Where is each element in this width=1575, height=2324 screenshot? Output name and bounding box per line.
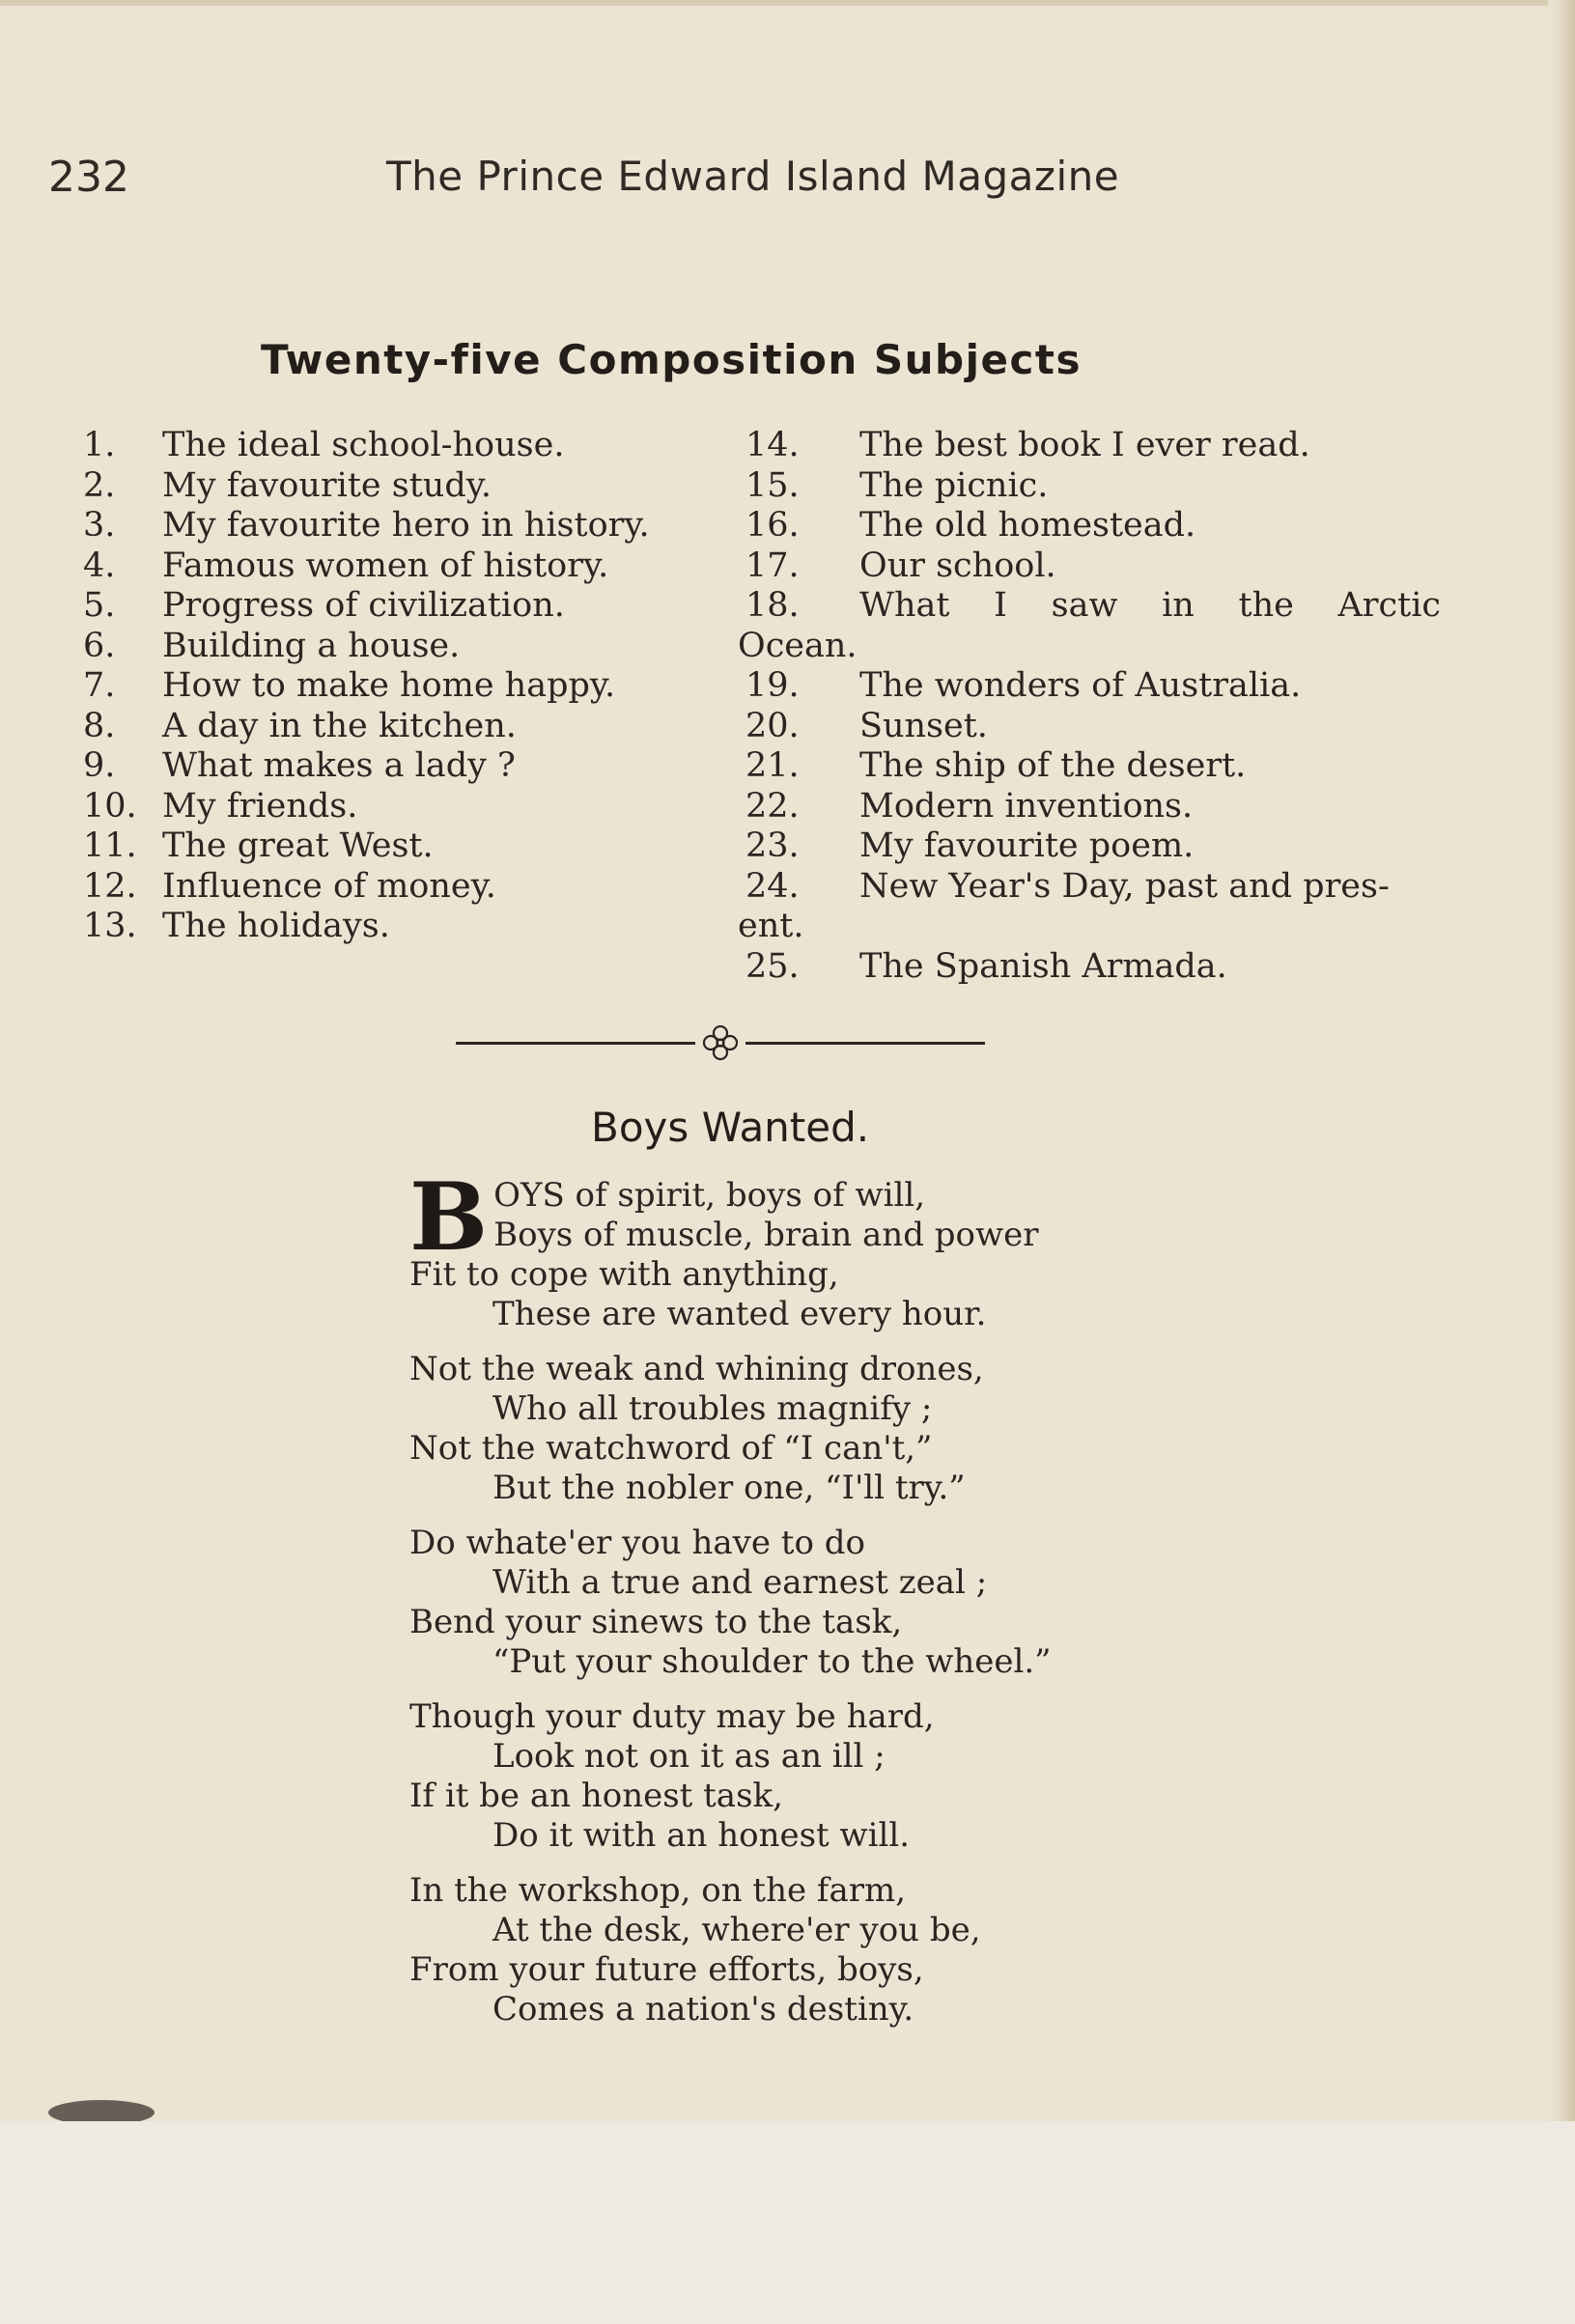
- item-number: 12.: [83, 866, 137, 906]
- poem-line: Who all troubles magnify ;: [492, 1389, 933, 1428]
- item-text: The ideal school-house.: [162, 426, 565, 464]
- item-text: What makes a lady ?: [162, 746, 516, 785]
- item-number: 6.: [83, 626, 116, 665]
- item-number: 23.: [745, 826, 800, 865]
- list-item: [745, 466, 1441, 507]
- item-text: A day in the kitchen.: [162, 706, 517, 745]
- page-number: 232: [48, 153, 129, 202]
- item-text: How to make home happy.: [162, 666, 616, 705]
- list-item: [745, 707, 1441, 747]
- item-number: 14.: [745, 426, 800, 464]
- poem-line: Do it with an honest will.: [492, 1816, 911, 1855]
- list-item: [83, 907, 701, 947]
- list-item: [83, 627, 701, 667]
- poem-line: In the workshop, on the farm,: [409, 1871, 907, 1910]
- list-item: [83, 707, 701, 747]
- flower-ornament-icon: [699, 1022, 742, 1064]
- item-number: 5.: [83, 586, 116, 625]
- item-number: 24.: [745, 866, 800, 906]
- list-item: [745, 546, 1441, 587]
- item-number: 17.: [745, 546, 800, 585]
- item-number: 1.: [83, 426, 116, 464]
- poem-line: These are wanted every hour.: [492, 1295, 987, 1333]
- item-number: 16.: [745, 506, 800, 545]
- item-number: 25.: [745, 946, 800, 986]
- item-text: Progress of civilization.: [162, 586, 565, 625]
- item-number: 18.: [745, 586, 800, 625]
- item-text: The picnic.: [859, 465, 1049, 505]
- poem-line: From your future efforts, boys,: [409, 1950, 924, 1989]
- divider-rule-right: [745, 1042, 985, 1045]
- item-number: 19.: [745, 666, 800, 705]
- item-text: Famous women of history.: [162, 546, 609, 585]
- divider-rule-left: [456, 1042, 695, 1045]
- list-item: [83, 746, 701, 787]
- item-text: The old homestead.: [859, 506, 1196, 545]
- item-number: 13.: [83, 907, 137, 945]
- item-number: 3.: [83, 506, 116, 545]
- item-text: Sunset.: [859, 706, 988, 745]
- item-number: 9.: [83, 746, 116, 785]
- item-text-continuation: Ocean.: [738, 626, 858, 665]
- item-number: 2.: [83, 465, 116, 505]
- list-item: [745, 826, 1441, 867]
- poem-line: Bend your sinews to the task,: [409, 1603, 903, 1641]
- item-number: 15.: [745, 465, 800, 505]
- item-text: The holidays.: [162, 907, 390, 945]
- item-number: 22.: [745, 786, 800, 826]
- list-item: [83, 546, 701, 587]
- poem-line: But the nobler one, “I'll try.”: [492, 1469, 966, 1507]
- item-text: My favourite hero in history.: [162, 506, 650, 545]
- running-header-title: The Prince Edward Island Magazine: [386, 153, 1120, 200]
- list-item: [745, 746, 1441, 787]
- poem-stanza: [409, 1871, 1182, 2030]
- list-item: [83, 586, 701, 627]
- poem-line: OYS of spirit, boys of will,: [493, 1176, 926, 1215]
- list-item: [745, 787, 1441, 827]
- item-text: The Spanish Armada.: [859, 946, 1227, 986]
- item-text: My friends.: [162, 786, 358, 826]
- item-text: Influence of money.: [162, 866, 496, 906]
- poem-stanza: [409, 1162, 1182, 1334]
- list-item: [738, 866, 1441, 947]
- list-item: [83, 426, 701, 466]
- item-text-continuation: ent.: [738, 907, 804, 945]
- poem-body: [409, 1162, 1182, 2045]
- poem-line: Boys of muscle, brain and power: [493, 1216, 1039, 1254]
- poem-line: “Put your shoulder to the wheel.”: [492, 1642, 1052, 1681]
- item-text: The best book I ever read.: [859, 426, 1310, 464]
- item-number: 7.: [83, 666, 116, 705]
- item-number: 20.: [745, 706, 800, 745]
- item-text: The wonders of Australia.: [859, 666, 1302, 705]
- poem-line: At the desk, where'er you be,: [492, 1911, 981, 1949]
- composition-list-left: [83, 426, 701, 947]
- poem-stanza: [409, 1697, 1182, 1856]
- list-item: [83, 826, 701, 867]
- poem-line: Look not on it as an ill ;: [492, 1737, 886, 1776]
- page-bottom-margin: [0, 2121, 1575, 2324]
- list-item: [745, 947, 1441, 988]
- item-text: Our school.: [859, 546, 1056, 585]
- list-item: [738, 586, 1441, 666]
- item-number: 11.: [83, 826, 137, 865]
- poem-line: Though your duty may be hard,: [409, 1697, 935, 1736]
- item-number: 10.: [83, 786, 137, 826]
- poem-line: If it be an honest task,: [409, 1777, 783, 1815]
- list-item: [83, 787, 701, 827]
- item-number: 4.: [83, 546, 116, 585]
- poem-line: With a true and earnest zeal ;: [492, 1563, 988, 1602]
- list-item: [83, 666, 701, 707]
- poem-line: Not the weak and whining drones,: [409, 1350, 984, 1388]
- list-item: [745, 666, 1441, 707]
- poem-line: Not the watchword of “I can't,”: [409, 1429, 933, 1468]
- item-text: The ship of the desert.: [859, 746, 1247, 785]
- item-number: 21.: [745, 746, 800, 785]
- item-text: What I saw in the Arctic: [859, 586, 1441, 625]
- list-item: [745, 506, 1441, 546]
- item-text: My favourite study.: [162, 465, 492, 505]
- list-item: [83, 466, 701, 507]
- drop-cap: B: [409, 1162, 489, 1272]
- page-top-edge: [0, 0, 1575, 6]
- poem-line: Fit to cope with anything,: [409, 1255, 839, 1294]
- item-text: New Year's Day, past and pres-: [859, 866, 1390, 906]
- poem-line: Do whate'er you have to do: [409, 1524, 865, 1562]
- item-text: Building a house.: [162, 626, 461, 665]
- poem-stanza: [409, 1350, 1182, 1508]
- item-text: My favourite poem.: [859, 826, 1195, 865]
- list-item: [745, 426, 1441, 466]
- page-right-edge: [1548, 0, 1575, 2324]
- list-item: [83, 506, 701, 546]
- item-text: The great West.: [162, 826, 434, 865]
- list-item: [83, 867, 701, 908]
- section-divider: [456, 1022, 985, 1064]
- poem-title: Boys Wanted.: [591, 1104, 870, 1151]
- composition-list-right: [738, 426, 1441, 987]
- item-number: 8.: [83, 706, 116, 745]
- poem-stanza: [409, 1524, 1182, 1682]
- composition-heading: Twenty-five Composition Subjects: [261, 336, 1082, 383]
- item-text: Modern inventions.: [859, 786, 1194, 826]
- poem-line: Comes a nation's destiny.: [492, 1990, 914, 2029]
